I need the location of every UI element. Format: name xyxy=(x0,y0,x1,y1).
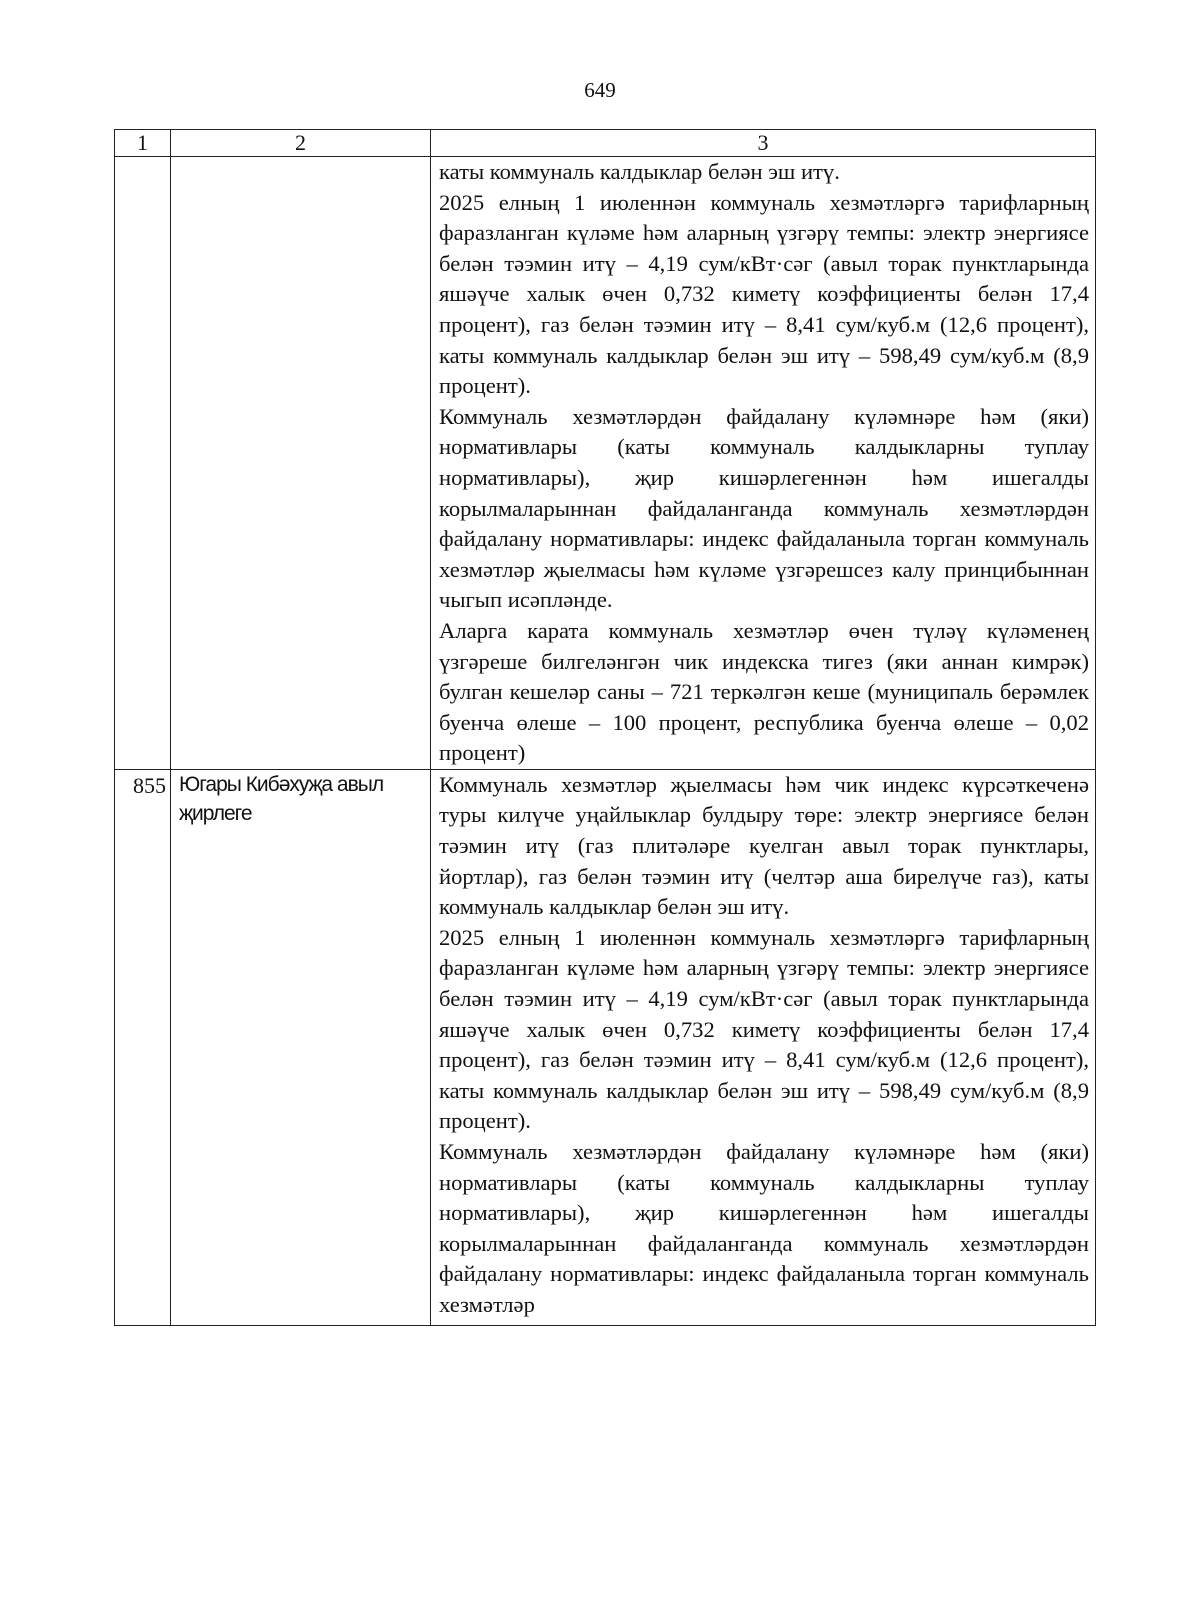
settlement-name-cell: Югары Кибәхуҗа авыл җирлеге xyxy=(171,769,431,1325)
paragraph: Коммуналь хезмәтләрдән файдалану күләмнәре һәм (яки) нормативлары (каты коммуналь калдыкларны туплау нормативлары), җир кишәрлегеннән һәм ишегалды корылмаларыннан файдаланганда коммуналь хезмәтләрдән файдалану нормативлары: индекс файдаланыла торган коммуналь хезмәтләр xyxy=(439,1139,1089,1317)
column-header-2: 2 xyxy=(171,130,431,157)
row-number-cell: 855 xyxy=(115,769,171,1325)
data-table xyxy=(114,129,1096,1326)
column-header-1: 1 xyxy=(115,130,171,157)
settlement-name-cell xyxy=(171,157,431,770)
row-number-cell xyxy=(115,157,171,770)
paragraph: Коммуналь хезмәтләрдән файдалану күләмнәре һәм (яки) нормативлары (каты коммуналь калдыкларны туплау нормативлары), җир кишәрлегеннән һәм ишегалды корылмаларыннан файдаланганда коммуналь хезмәтләрдән файдалану нормативлары: индекс файдаланыла торган коммуналь хезмәтләр җыелмасы һәм күләме үзгәрешсез калу принцибыннан чыгып исәпләнде. xyxy=(439,403,1089,613)
paragraph: каты коммуналь калдыклар белән эш итү. xyxy=(439,159,840,184)
table-row xyxy=(115,157,1096,770)
paragraph: Коммуналь хезмәтләр җыелмасы һәм чик индекс күрсәткеченә туры килүче уңайлыклар булдыру төре: электр энергиясе белән тәэмин итү (газ плитәләре куелган авыл торак пунктлары, йортлар), газ белән тәэмин итү (челтәр аша бирелүче газ), каты коммуналь калдыклар белән эш итү. xyxy=(439,771,1089,920)
description-cell xyxy=(431,769,1096,1325)
table-row xyxy=(115,769,1096,1325)
description-cell xyxy=(431,157,1096,770)
column-header-3: 3 xyxy=(431,130,1096,157)
paragraph: 2025 елның 1 июленнән коммуналь хезмәтләргә тарифларның фаразланган күләме һәм аларның үзгәрү темпы: электр энергиясе белән тәэмин итү – 4,19 сум/кВт·сәг (авыл торак пунктларында яшәүче халык өчен 0,732 киметү коэффициенты белән 17,4 процент), газ белән тәэмин итү – 8,41 сум/куб.м (12,6 процент), каты коммуналь калдыклар белән эш итү – 598,49 сум/куб.м (8,9 процент). xyxy=(439,924,1089,1134)
paragraph: 2025 елның 1 июленнән коммуналь хезмәтләргә тарифларның фаразланган күләме һәм аларның үзгәрү темпы: электр энергиясе белән тәэмин итү – 4,19 сум/кВт·сәг (авыл торак пунктларында яшәүче халык өчен 0,732 киметү коэффициенты белән 17,4 процент), газ белән тәэмин итү – 8,41 сум/куб.м (12,6 процент), каты коммуналь калдыклар белән эш итү – 598,49 сум/куб.м (8,9 процент). xyxy=(439,189,1089,399)
table-header-row xyxy=(115,130,1096,157)
paragraph: Аларга карата коммуналь хезмәтләр өчен түләү күләменең үзгәреше билгеләнгән чик индекска тигез (яки аннан кимрәк) булган кешеләр саны – 721 теркәлгән кеше (муниципаль берәмлек буенча өлеше – 100 процент, республика буенча өлеше – 0,02 процент) xyxy=(439,617,1089,766)
page-number: 649 xyxy=(584,78,616,102)
